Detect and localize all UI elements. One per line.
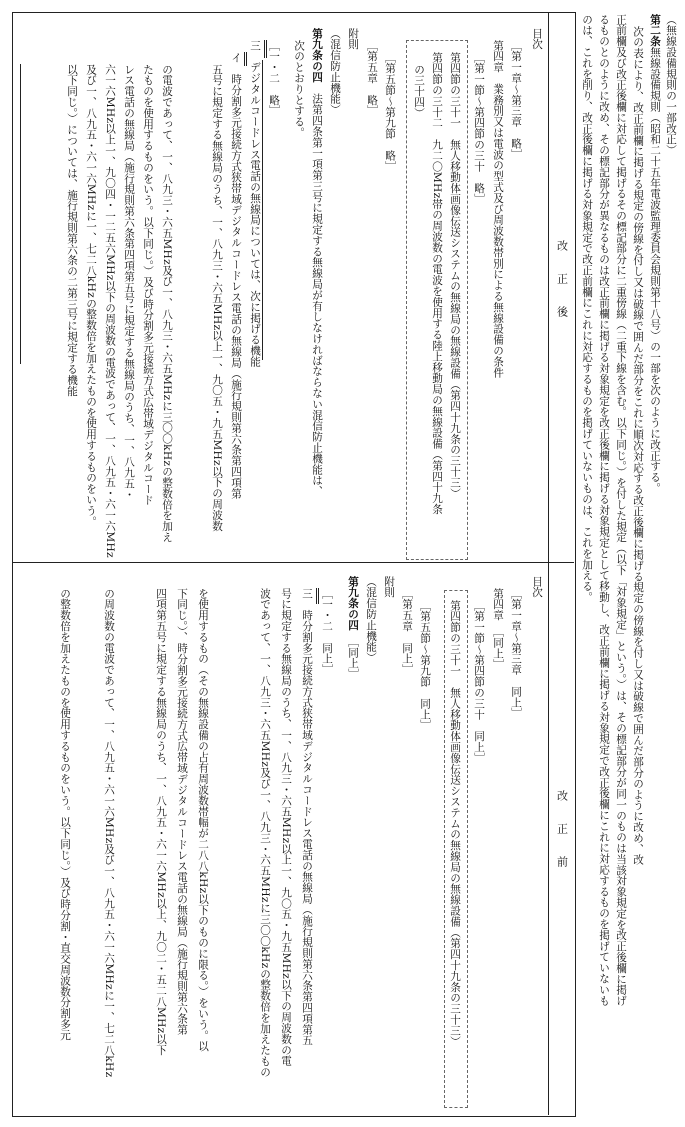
before-article-text: ［同上］ [347,641,359,680]
after-supplementary-title: 附則 [347,28,359,50]
article-text: 無線設備規則（昭和二十五年電波監理委員会規則第十八号）の一部を次のように改正する。 [649,46,661,494]
intro-line-1: 次の表により、改正前欄に掲げる規定の傍線を付し又は破線で囲んだ部分をこれに順次対応する改正後欄に掲げる規定の傍線を付し又は破線で囲んだ部分のように改め、改 [632,26,644,866]
article-2-heading [648,14,661,494]
before-toc-item-3: ［第一節～第四節の三十 同上］ [473,600,485,764]
before-toc-title: 目次 [531,576,543,598]
before-toc-item-6: ［第五節～第九節 同上］ [419,600,431,731]
after-text-line-6: レス電話の無線局（施行規則第六条第四項第五号に規定する無線局のうち、一、八九五・ [123,64,135,500]
before-text-line-2: 号に規定する無線局のうち、一、八九三・六五MHz以上一、九〇五・九五MHz以下の周波数の電 [280,588,292,1067]
after-article-label: 第九条の四 [311,28,323,83]
after-caption: （混信防止機能） [329,28,341,116]
after-toc-item-5-cont: の三十四） [413,64,425,119]
intro-line-4: のは、これを削り、改正後欄に掲げる対象規定で改正前欄にこれに対応するものを掲げていないものは、これを加える。 [581,14,593,603]
before-article-9-4 [346,576,359,680]
before-toc-item-1: ［第一章～第三章 同上］ [510,588,522,719]
after-line-9-underline [20,64,21,364]
after-text-line-5: たものを使用するものをいう。以下同じ。）及び時分割多元接続方式広帯域デジタルコード [142,64,154,506]
after-toc-item-5: 第四節の三十二 九二〇MHz帯の周波数の電波を使用する陸上移動局の無線設備（第四十九条 [431,52,443,515]
after-article-text: 法第四条第一項第三号に規定する無線局が有しなければならない混信防止機能は、 [311,93,323,497]
after-article-9-4 [310,28,323,497]
after-item-1-2: ［一・二 略］ [268,40,280,117]
before-toc-item-2: 第四章 ［同上］ [492,588,504,670]
after-article-text-cont: 次のとおりとする。 [293,40,305,139]
before-text-line-3: 波であって、一、八九三・六五MHz及び一、八九三・六五MHzに三〇〇kHzの整数倍を加えたもの [259,588,271,1078]
after-item-3-underline [262,60,263,360]
after-toc-item-2: 第四章 業務別又は電波の型式及び周波数帯別による無線設備の条件 [492,40,504,378]
before-text-line-4: を使用するもの（その無線設備の占有周波数帯幅が二八八kHz以下のものに限る。）をいう。以 [197,588,209,1052]
article-label: 第二条 [649,14,661,47]
after-toc-item-6: ［第五節～第九節 略］ [384,52,396,172]
header-before-revision: 改正前 [555,790,569,889]
before-item-3-double-underline [316,588,319,604]
after-sub-i-double-underline [244,52,247,66]
before-toc-item-4: 第四節の三十一 無人移動体画像伝送システムの無線局の無線設備（第四十九条の三十三） [449,600,461,1047]
before-text-line-5: 下同じ。）、時分割多元接続方式広帯域デジタルコードレス電話の無線局（施行規則第六条第 [176,588,188,1036]
before-item-1-2: ［一・二 同上］ [321,588,333,676]
table-divider [12,562,574,563]
after-text-line-7: 六一六MHz以上一、九〇四・一二五六MHz以下の周波数の電波であって、一、八九五・六一六MHz [104,64,116,558]
after-toc-item-4: 第四節の三十一 無人移動体画像伝送システムの無線局の無線設備（第四十九条の三十三） [449,52,461,499]
after-toc-item-7: ［第五章 略］ [366,40,378,117]
after-toc-title: 目次 [531,28,543,50]
before-toc-item-7: ［第五章 同上］ [401,588,413,676]
before-text-line-8: の整数倍を加えたものを使用するものをいう。以下同じ。）及び時分割・直交周波数分割多元 [59,588,71,1041]
before-supplementary-title: 附則 [383,576,395,598]
after-text-line-4: の電波であって、一、八九三・六五MHz及び一、八九三・六五MHzに三〇〇kHzの整数倍を加え [161,64,173,543]
after-sub-i: イ 時分割多元接続方式狭帯域デジタルコードレス電話の無線局（施行規則第六条第四項第 [230,52,242,499]
after-text-line-8: 及び一、八九五・六一六MHzに一、七二八kHzの整数倍を加えたものを使用するものをいう。 [85,64,97,527]
after-text-line-9: 以下同じ。）については、施行規則第六条の二第三号に規定する機能 [66,64,78,397]
intro-line-2: 正前欄及び改正後欄に対応して掲げるその標記部分に二重傍線（二重下線を含む。以下同じ。）を付した規定（以下「対象規定」という。）は、その標記部分が同一のものは当該対象規定を改正後欄に掲げ [615,14,627,1007]
before-text-line-6: 四項第五号に規定する無線局のうち、一、八九五・六一六MHz以上、九〇二・五二八MHz以下 [155,588,167,1056]
section-caption: （無線設備規則の一部改正） [665,14,677,156]
before-article-label: 第九条の四 [347,576,359,631]
after-text-line-3: 五号に規定する無線局のうち、一、八九三・六五MHz以上一、九〇五・九五MHz以下の周波数 [211,64,223,532]
intro-line-3: るものとのように改め、その標記部分が異なるものは改正前欄に掲げる対象規定を改正後欄に掲げる対象規定として移動し、改正前欄に掲げる対象規定で改正後欄にこれに対応するものを掲げていないも [598,14,610,1006]
after-toc-item-3: ［第一節～第四節の三十 略］ [473,52,485,205]
header-after-revision: 改正後 [555,240,569,339]
before-item-3: 三 時分割多元接続方式狭帯域デジタルコードレス電話の無線局（施行規則第六条第四項第五 [301,588,313,1046]
before-text-line-7: の周波数の電波であって、一、八九五・六一六MHz及び一、八九五・六一六MHzに一、七二八kHz [103,588,115,1078]
before-caption: （混信防止機能） [365,576,377,664]
after-item-3: 三 デジタルコードレス電話の無線局については、次に掲げる機能 [249,40,261,367]
after-item-3-double-underline [264,40,267,58]
after-toc-item-1: ［第一章～第三章 略］ [510,40,522,160]
